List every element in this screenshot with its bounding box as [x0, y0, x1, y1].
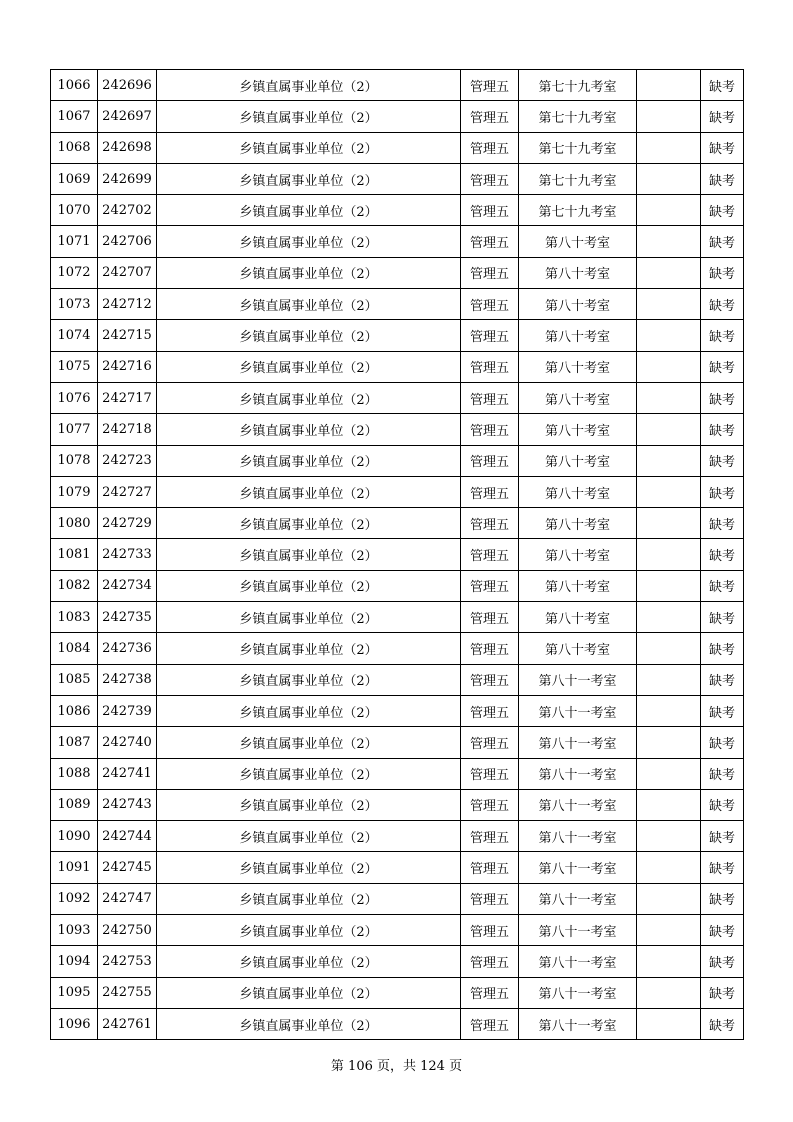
table-row — [51, 821, 744, 852]
exam-room: 第八十一考室 — [519, 789, 637, 820]
blank-cell — [637, 414, 701, 445]
status-cell: 缺考 — [701, 476, 744, 507]
exam-room: 第八十考室 — [519, 320, 637, 351]
table-row — [51, 320, 744, 351]
position-name: 管理五 — [461, 476, 519, 507]
row-number: 1096 — [51, 1008, 98, 1039]
unit-name: 乡镇直属事业单位（2） — [157, 101, 461, 132]
position-name: 管理五 — [461, 570, 519, 601]
status-cell: 缺考 — [701, 789, 744, 820]
exam-room: 第八十考室 — [519, 508, 637, 539]
exam-room: 第七十九考室 — [519, 101, 637, 132]
unit-name: 乡镇直属事业单位（2） — [157, 695, 461, 726]
unit-name: 乡镇直属事业单位（2） — [157, 163, 461, 194]
unit-name: 乡镇直属事业单位（2） — [157, 977, 461, 1008]
table-body — [51, 70, 744, 1040]
unit-name: 乡镇直属事业单位（2） — [157, 758, 461, 789]
row-number: 1075 — [51, 351, 98, 382]
candidate-id: 242716 — [98, 351, 157, 382]
row-number: 1081 — [51, 539, 98, 570]
table-row — [51, 414, 744, 445]
blank-cell — [637, 977, 701, 1008]
candidate-id: 242743 — [98, 789, 157, 820]
table-row — [51, 789, 744, 820]
position-name: 管理五 — [461, 727, 519, 758]
table-row — [51, 508, 744, 539]
position-name: 管理五 — [461, 351, 519, 382]
table-row — [51, 132, 744, 163]
exam-room: 第八十一考室 — [519, 758, 637, 789]
blank-cell — [637, 351, 701, 382]
unit-name: 乡镇直属事业单位（2） — [157, 946, 461, 977]
blank-cell — [637, 226, 701, 257]
table-row — [51, 195, 744, 226]
exam-room: 第八十考室 — [519, 351, 637, 382]
exam-room: 第八十考室 — [519, 633, 637, 664]
row-number: 1071 — [51, 226, 98, 257]
row-number: 1085 — [51, 664, 98, 695]
unit-name: 乡镇直属事业单位（2） — [157, 727, 461, 758]
blank-cell — [637, 70, 701, 101]
exam-room: 第八十一考室 — [519, 821, 637, 852]
position-name: 管理五 — [461, 664, 519, 695]
blank-cell — [637, 382, 701, 413]
position-name: 管理五 — [461, 695, 519, 726]
row-number: 1087 — [51, 727, 98, 758]
candidate-id: 242740 — [98, 727, 157, 758]
blank-cell — [637, 320, 701, 351]
unit-name: 乡镇直属事业单位（2） — [157, 70, 461, 101]
row-number: 1080 — [51, 508, 98, 539]
status-cell: 缺考 — [701, 257, 744, 288]
status-cell: 缺考 — [701, 132, 744, 163]
exam-room: 第八十考室 — [519, 445, 637, 476]
position-name: 管理五 — [461, 821, 519, 852]
results-table — [50, 69, 744, 1040]
table-row — [51, 664, 744, 695]
position-name: 管理五 — [461, 382, 519, 413]
row-number: 1090 — [51, 821, 98, 852]
row-number: 1079 — [51, 476, 98, 507]
position-name: 管理五 — [461, 414, 519, 445]
table-row — [51, 946, 744, 977]
blank-cell — [637, 821, 701, 852]
status-cell: 缺考 — [701, 320, 744, 351]
position-name: 管理五 — [461, 852, 519, 883]
candidate-id: 242699 — [98, 163, 157, 194]
unit-name: 乡镇直属事业单位（2） — [157, 570, 461, 601]
blank-cell — [637, 695, 701, 726]
row-number: 1072 — [51, 257, 98, 288]
blank-cell — [637, 570, 701, 601]
exam-room: 第七十九考室 — [519, 163, 637, 194]
row-number: 1074 — [51, 320, 98, 351]
position-name: 管理五 — [461, 633, 519, 664]
exam-room: 第七十九考室 — [519, 195, 637, 226]
status-cell: 缺考 — [701, 946, 744, 977]
status-cell: 缺考 — [701, 852, 744, 883]
row-number: 1070 — [51, 195, 98, 226]
row-number: 1086 — [51, 695, 98, 726]
position-name: 管理五 — [461, 163, 519, 194]
position-name: 管理五 — [461, 226, 519, 257]
candidate-id: 242702 — [98, 195, 157, 226]
candidate-id: 242715 — [98, 320, 157, 351]
row-number: 1078 — [51, 445, 98, 476]
candidate-id: 242733 — [98, 539, 157, 570]
table-row — [51, 1008, 744, 1039]
unit-name: 乡镇直属事业单位（2） — [157, 382, 461, 413]
position-name: 管理五 — [461, 539, 519, 570]
table-row — [51, 570, 744, 601]
unit-name: 乡镇直属事业单位（2） — [157, 789, 461, 820]
position-name: 管理五 — [461, 915, 519, 946]
row-number: 1066 — [51, 70, 98, 101]
status-cell: 缺考 — [701, 758, 744, 789]
exam-room: 第八十考室 — [519, 414, 637, 445]
candidate-id: 242723 — [98, 445, 157, 476]
unit-name: 乡镇直属事业单位（2） — [157, 445, 461, 476]
position-name: 管理五 — [461, 70, 519, 101]
row-number: 1073 — [51, 289, 98, 320]
blank-cell — [637, 476, 701, 507]
status-cell: 缺考 — [701, 633, 744, 664]
table-row — [51, 289, 744, 320]
row-number: 1068 — [51, 132, 98, 163]
position-name: 管理五 — [461, 883, 519, 914]
status-cell: 缺考 — [701, 195, 744, 226]
page-footer: 第 106 页，共 124 页 — [330, 1059, 463, 1074]
position-name: 管理五 — [461, 1008, 519, 1039]
candidate-id: 242750 — [98, 915, 157, 946]
exam-room: 第八十考室 — [519, 476, 637, 507]
exam-room: 第八十一考室 — [519, 664, 637, 695]
candidate-id: 242753 — [98, 946, 157, 977]
blank-cell — [637, 289, 701, 320]
table-row — [51, 727, 744, 758]
status-cell: 缺考 — [701, 508, 744, 539]
table-row — [51, 351, 744, 382]
candidate-id: 242755 — [98, 977, 157, 1008]
status-cell: 缺考 — [701, 570, 744, 601]
candidate-id: 242738 — [98, 664, 157, 695]
exam-room: 第七十九考室 — [519, 132, 637, 163]
exam-room: 第八十考室 — [519, 570, 637, 601]
candidate-id: 242729 — [98, 508, 157, 539]
status-cell: 缺考 — [701, 727, 744, 758]
blank-cell — [637, 101, 701, 132]
exam-room: 第八十一考室 — [519, 946, 637, 977]
exam-room: 第八十一考室 — [519, 977, 637, 1008]
unit-name: 乡镇直属事业单位（2） — [157, 664, 461, 695]
status-cell: 缺考 — [701, 163, 744, 194]
blank-cell — [637, 946, 701, 977]
row-number: 1083 — [51, 602, 98, 633]
table-row — [51, 101, 744, 132]
table-row — [51, 915, 744, 946]
blank-cell — [637, 852, 701, 883]
status-cell: 缺考 — [701, 695, 744, 726]
unit-name: 乡镇直属事业单位（2） — [157, 602, 461, 633]
status-cell: 缺考 — [701, 915, 744, 946]
candidate-id: 242747 — [98, 883, 157, 914]
blank-cell — [637, 758, 701, 789]
candidate-id: 242718 — [98, 414, 157, 445]
position-name: 管理五 — [461, 132, 519, 163]
status-cell: 缺考 — [701, 289, 744, 320]
exam-room: 第八十一考室 — [519, 727, 637, 758]
blank-cell — [637, 664, 701, 695]
status-cell: 缺考 — [701, 351, 744, 382]
blank-cell — [637, 633, 701, 664]
table-row — [51, 476, 744, 507]
row-number: 1095 — [51, 977, 98, 1008]
status-cell: 缺考 — [701, 70, 744, 101]
position-name: 管理五 — [461, 195, 519, 226]
candidate-id: 242698 — [98, 132, 157, 163]
table-row — [51, 539, 744, 570]
exam-room: 第八十考室 — [519, 602, 637, 633]
status-cell: 缺考 — [701, 977, 744, 1008]
unit-name: 乡镇直属事业单位（2） — [157, 132, 461, 163]
position-name: 管理五 — [461, 508, 519, 539]
row-number: 1093 — [51, 915, 98, 946]
candidate-id: 242697 — [98, 101, 157, 132]
row-number: 1088 — [51, 758, 98, 789]
table-row — [51, 226, 744, 257]
unit-name: 乡镇直属事业单位（2） — [157, 476, 461, 507]
table-row — [51, 633, 744, 664]
candidate-id: 242706 — [98, 226, 157, 257]
unit-name: 乡镇直属事业单位（2） — [157, 289, 461, 320]
position-name: 管理五 — [461, 289, 519, 320]
status-cell: 缺考 — [701, 664, 744, 695]
unit-name: 乡镇直属事业单位（2） — [157, 508, 461, 539]
position-name: 管理五 — [461, 789, 519, 820]
position-name: 管理五 — [461, 602, 519, 633]
position-name: 管理五 — [461, 946, 519, 977]
position-name: 管理五 — [461, 101, 519, 132]
position-name: 管理五 — [461, 977, 519, 1008]
exam-room: 第八十考室 — [519, 382, 637, 413]
table-row — [51, 758, 744, 789]
blank-cell — [637, 883, 701, 914]
status-cell: 缺考 — [701, 883, 744, 914]
position-name: 管理五 — [461, 257, 519, 288]
row-number: 1084 — [51, 633, 98, 664]
blank-cell — [637, 257, 701, 288]
candidate-id: 242734 — [98, 570, 157, 601]
candidate-id: 242727 — [98, 476, 157, 507]
blank-cell — [637, 195, 701, 226]
candidate-id: 242735 — [98, 602, 157, 633]
status-cell: 缺考 — [701, 445, 744, 476]
position-name: 管理五 — [461, 445, 519, 476]
row-number: 1076 — [51, 382, 98, 413]
candidate-id: 242696 — [98, 70, 157, 101]
unit-name: 乡镇直属事业单位（2） — [157, 852, 461, 883]
exam-room: 第八十一考室 — [519, 915, 637, 946]
status-cell: 缺考 — [701, 414, 744, 445]
table-row — [51, 382, 744, 413]
blank-cell — [637, 789, 701, 820]
row-number: 1089 — [51, 789, 98, 820]
candidate-id: 242717 — [98, 382, 157, 413]
row-number: 1082 — [51, 570, 98, 601]
blank-cell — [637, 508, 701, 539]
blank-cell — [637, 602, 701, 633]
candidate-id: 242707 — [98, 257, 157, 288]
table-row — [51, 602, 744, 633]
exam-room: 第七十九考室 — [519, 70, 637, 101]
candidate-id: 242745 — [98, 852, 157, 883]
row-number: 1094 — [51, 946, 98, 977]
status-cell: 缺考 — [701, 101, 744, 132]
row-number: 1069 — [51, 163, 98, 194]
position-name: 管理五 — [461, 758, 519, 789]
exam-room: 第八十考室 — [519, 226, 637, 257]
table-row — [51, 883, 744, 914]
candidate-id: 242744 — [98, 821, 157, 852]
exam-room: 第八十一考室 — [519, 852, 637, 883]
status-cell: 缺考 — [701, 539, 744, 570]
position-name: 管理五 — [461, 320, 519, 351]
candidate-id: 242761 — [98, 1008, 157, 1039]
blank-cell — [637, 445, 701, 476]
blank-cell — [637, 1008, 701, 1039]
blank-cell — [637, 915, 701, 946]
candidate-id: 242739 — [98, 695, 157, 726]
candidate-id: 242741 — [98, 758, 157, 789]
unit-name: 乡镇直属事业单位（2） — [157, 915, 461, 946]
blank-cell — [637, 132, 701, 163]
status-cell: 缺考 — [701, 226, 744, 257]
candidate-id: 242712 — [98, 289, 157, 320]
unit-name: 乡镇直属事业单位（2） — [157, 257, 461, 288]
table-row — [51, 445, 744, 476]
unit-name: 乡镇直属事业单位（2） — [157, 226, 461, 257]
exam-room: 第八十考室 — [519, 289, 637, 320]
candidate-id: 242736 — [98, 633, 157, 664]
table-row — [51, 695, 744, 726]
unit-name: 乡镇直属事业单位（2） — [157, 1008, 461, 1039]
unit-name: 乡镇直属事业单位（2） — [157, 633, 461, 664]
table-row — [51, 977, 744, 1008]
unit-name: 乡镇直属事业单位（2） — [157, 821, 461, 852]
blank-cell — [637, 163, 701, 194]
status-cell: 缺考 — [701, 1008, 744, 1039]
row-number: 1092 — [51, 883, 98, 914]
unit-name: 乡镇直属事业单位（2） — [157, 195, 461, 226]
blank-cell — [637, 727, 701, 758]
blank-cell — [637, 539, 701, 570]
table-row — [51, 852, 744, 883]
table-row — [51, 257, 744, 288]
exam-room: 第八十一考室 — [519, 883, 637, 914]
status-cell: 缺考 — [701, 602, 744, 633]
exam-room: 第八十考室 — [519, 539, 637, 570]
unit-name: 乡镇直属事业单位（2） — [157, 414, 461, 445]
unit-name: 乡镇直属事业单位（2） — [157, 351, 461, 382]
unit-name: 乡镇直属事业单位（2） — [157, 883, 461, 914]
unit-name: 乡镇直属事业单位（2） — [157, 320, 461, 351]
table-row — [51, 163, 744, 194]
row-number: 1077 — [51, 414, 98, 445]
table-row — [51, 70, 744, 101]
row-number: 1067 — [51, 101, 98, 132]
exam-room: 第八十一考室 — [519, 695, 637, 726]
exam-room: 第八十一考室 — [519, 1008, 637, 1039]
status-cell: 缺考 — [701, 821, 744, 852]
exam-room: 第八十考室 — [519, 257, 637, 288]
unit-name: 乡镇直属事业单位（2） — [157, 539, 461, 570]
row-number: 1091 — [51, 852, 98, 883]
status-cell: 缺考 — [701, 382, 744, 413]
